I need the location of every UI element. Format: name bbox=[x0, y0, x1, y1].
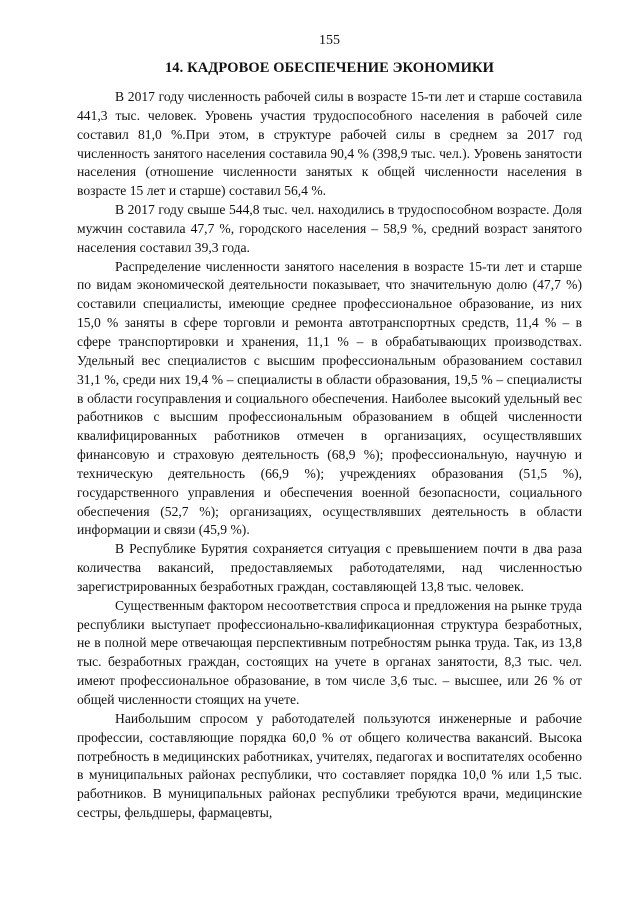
page-number: 155 bbox=[319, 33, 340, 48]
paragraph-unemployed-structure: Существенным фактором несоответствия спроса и предложения на рынке труда республики выступает профессионально-квалификационная структура безработных, не в полной мере отвечающая перспективным потребностям рынка труда. Так, из 13,8 тыс. безработных граждан, состоящих на учете в органах занятости, 8,3 тыс. чел. имеют профессиональное образование, в том числе 3,6 тыс. – высшее, или 26 % от общей численности стоящих на учете. bbox=[77, 597, 582, 707]
paragraph-labor-force: В 2017 году численность рабочей силы в возрасте 15-ти лет и старше составила 441,3 тыс. человек. Уровень участия трудоспособного населения в рабочей силе составил 81,0 %.При этом, в структуре рабочей силы в среднем за 2017 год численность занятого населения составила 90,4 % (398,9 тыс. чел.). Уровень занятости населения (отношение численности занятых к общей численности населения в возрасте 15 лет и старше) составил 56,4 %. bbox=[77, 89, 582, 199]
paragraph-employment-distribution: Распределение численности занятого населения в возрасте 15-ти лет и старше по видам экономической деятельности показывает, что значительную долю (47,7 %) составили специалисты, имеющие среднее профессиональное образование, из них 15,0 % заняты в сфере торговли и ремонта автотранспортных средств, 11,4 % – в сфере транспортировки и хранения, 11,1 % – в обрабатывающих производствах. Удельный вес специалистов с высшим профессиональным образованием составил 31,1 %, среди них 19,4 % – специалисты в области образования, 19,5 % – специалисты в области госуправления и социального обеспечения. Наиболее высокий удельный вес работников с высшим профессиональным образованием в общей численности квалифицированных работников отмечен в организациях, осуществлявших финансовую и страховую деятельность (68,9 %); профессиональную, научную и техническую деятельность (66,9 %); учреждениях образования (51,5 %), государственного управления и обеспечения военной безопасности, социального обеспечения (52,7 %); организациях, осуществлявших деятельность в области информации и связи (45,9 %). bbox=[77, 258, 582, 538]
paragraph-demand-professions: Наибольшим спросом у работодателей пользуются инженерные и рабочие профессии, составляющие порядка 60,0 % от общего количества вакансий. Высока потребность в медицинских работниках, учителях, педагогах и воспитателях особенно в муниципальных районах республики, что составляет порядка 10,0 % или 1,5 тыс. работников. В муниципальных районах республики требуются врачи, медицинские сестры, фельдшеры, фармацевты, bbox=[77, 710, 582, 821]
paragraph-working-age: В 2017 году свыше 544,8 тыс. чел. находились в трудоспособном возрасте. Доля мужчин составила 47,7 %, городского населения – 58,9 %, средний возраст занятого населения составил 39,3 года. bbox=[77, 202, 582, 255]
document-page bbox=[77, 32, 582, 823]
chapter-title: 14. КАДРОВОЕ ОБЕСПЕЧЕНИЕ ЭКОНОМИКИ bbox=[164, 60, 495, 76]
paragraph-vacancies: В Республике Бурятия сохраняется ситуация с превышением почти в два раза количества вакансий, предоставляемых работодателями, над численностью зарегистрированных безработных граждан, составляющей 13,8 тыс. человек. bbox=[77, 541, 582, 594]
